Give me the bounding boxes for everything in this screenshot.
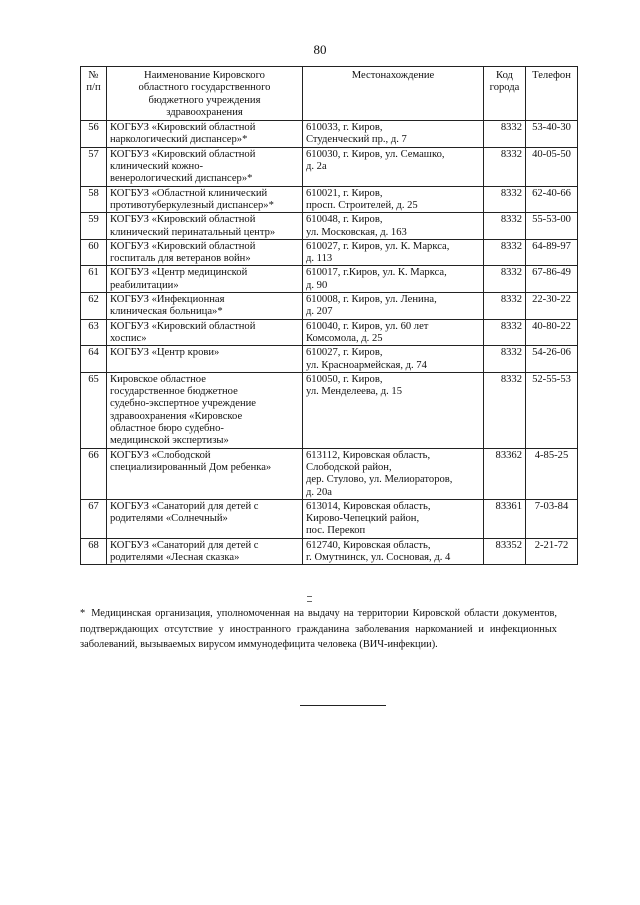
text-line: областное бюро судебно- [110, 423, 224, 435]
text-line: ул. Красноармейская, д. 74 [306, 359, 427, 371]
text-line: пос. Перекоп [306, 525, 366, 537]
table-row [81, 121, 578, 148]
institution-location [303, 293, 484, 320]
text-line: клиническая больница»* [110, 306, 223, 318]
footnote-mark: * [80, 608, 86, 619]
city-code: 8332 [484, 372, 526, 448]
city-code: 8332 [484, 266, 526, 293]
text-line: КОГБУЗ «Центр крови» [110, 347, 220, 359]
city-code: 8332 [484, 213, 526, 240]
row-number: 65 [81, 372, 107, 448]
text-line: областного государственного [138, 82, 271, 94]
text-line: КОГБУЗ «Областной клинический [110, 187, 268, 199]
row-number: 64 [81, 346, 107, 373]
text-line: дер. Стулово, ул. Мелиораторов, [306, 474, 453, 486]
phone-number: 53-40-30 [526, 121, 578, 148]
text-line: КОГБУЗ «Кировский областной [110, 240, 256, 252]
phone-number: 4-85-25 [526, 448, 578, 499]
institution-name [107, 266, 303, 293]
institutions-table [80, 66, 578, 565]
institution-name [107, 372, 303, 448]
phone-number: 40-80-22 [526, 319, 578, 346]
table-row [81, 293, 578, 320]
text-line: государственное бюджетное [110, 386, 238, 398]
table-header-row [81, 67, 578, 121]
text-line: Код [496, 70, 513, 81]
row-number: 63 [81, 319, 107, 346]
row-number: 67 [81, 499, 107, 538]
city-code: 83361 [484, 499, 526, 538]
institution-location [303, 538, 484, 565]
text-line: КОГБУЗ «Центр медицинской [110, 267, 248, 279]
text-line: 610048, г. Киров, [306, 214, 383, 226]
text-line: родителями «Лесная сказка» [110, 551, 240, 563]
text-line: Местонахождение [351, 70, 435, 81]
end-rule [300, 705, 386, 706]
institution-location [303, 372, 484, 448]
text-line: КОГБУЗ «Санаторий для детей с [110, 539, 259, 551]
text-line: клинический кожно- [110, 161, 204, 173]
city-code: 8332 [484, 346, 526, 373]
city-code: 83352 [484, 538, 526, 565]
text-line: 613112, Кировская область, [306, 449, 431, 461]
text-line: наркологический диспансер»* [110, 134, 248, 146]
row-number: 56 [81, 121, 107, 148]
text-line: КОГБУЗ «Кировский областной [110, 320, 256, 332]
text-line: 610017, г.Киров, ул. К. Маркса, [306, 267, 447, 279]
text-line: № [88, 70, 99, 81]
text-line: 610027, г. Киров, ул. К. Маркса, [306, 240, 450, 252]
table-row [81, 239, 578, 266]
text-line: венерологический диспансер»* [110, 173, 253, 185]
institution-name [107, 121, 303, 148]
text-line: реабилитации» [110, 279, 179, 291]
text-line: Кировское областное [110, 373, 206, 385]
row-number: 57 [81, 147, 107, 186]
table-row [81, 186, 578, 213]
text-line: Комсомола, д. 25 [306, 332, 383, 344]
text-line: клинический перинатальный центр» [110, 226, 276, 238]
page-number: 80 [313, 42, 327, 57]
institution-location [303, 186, 484, 213]
city-code: 8332 [484, 147, 526, 186]
text-line: Кирово-Чепецкий район, [306, 513, 420, 525]
institution-name [107, 147, 303, 186]
institution-name [107, 538, 303, 565]
text-line: 610021, г. Киров, [306, 187, 383, 199]
text-line: КОГБУЗ «Кировский областной [110, 148, 256, 160]
phone-number: 54-26-06 [526, 346, 578, 373]
table-row [81, 346, 578, 373]
text-line: здравоохранения [166, 106, 243, 118]
phone-number: 2-21-72 [526, 538, 578, 565]
institution-name [107, 293, 303, 320]
text-line: д. 90 [306, 279, 328, 291]
text-line: города [489, 82, 520, 94]
text-line: бюджетного учреждения [148, 94, 261, 106]
institution-location [303, 448, 484, 499]
institution-location [303, 319, 484, 346]
table-row [81, 213, 578, 240]
header-phone [526, 67, 578, 121]
text-line: 610030, г. Киров, ул. Семашко, [306, 148, 445, 160]
header-name [107, 67, 303, 121]
city-code: 8332 [484, 239, 526, 266]
text-line: КОГБУЗ «Инфекционная [110, 294, 225, 306]
footnote-text: Медицинская организация, уполномоченная на выдачу на территории Кировской области документов, подтверждающих отсутствие у иностранного гражданина заболевания наркоманией и инфекционных заболеваний, вызываемых вирусом иммунодефицита человека (ВИЧ-инфекции). [80, 608, 557, 650]
institution-location [303, 346, 484, 373]
city-code: 8332 [484, 293, 526, 320]
text-line: ул. Московская, д. 163 [306, 226, 407, 238]
text-line: 610027, г. Киров, [306, 347, 383, 359]
row-number: 59 [81, 213, 107, 240]
text-line: госпиталь для ветеранов войн» [110, 253, 251, 265]
institution-name [107, 346, 303, 373]
footnote [80, 606, 557, 653]
header-number [81, 67, 107, 121]
table-row [81, 266, 578, 293]
text-line: 610040, г. Киров, ул. 60 лет [306, 320, 429, 332]
phone-number: 22-30-22 [526, 293, 578, 320]
institution-location [303, 213, 484, 240]
text-line: п/п [86, 82, 101, 94]
text-line: Наименование Кировского [144, 70, 265, 81]
text-line: Телефон [532, 70, 571, 81]
phone-number: 52-55-53 [526, 372, 578, 448]
text-line: КОГБУЗ «Кировский областной [110, 214, 256, 226]
text-line: здравоохранения «Кировское [110, 410, 243, 422]
text-line: родителями «Солнечный» [110, 513, 228, 525]
institution-location [303, 121, 484, 148]
institution-name [107, 186, 303, 213]
phone-number: 7-03-84 [526, 499, 578, 538]
text-line: КОГБУЗ «Слободской [110, 449, 211, 461]
phone-number: 62-40-66 [526, 186, 578, 213]
institution-name [107, 499, 303, 538]
text-line: д. 207 [306, 306, 333, 318]
row-number: 58 [81, 186, 107, 213]
row-number: 66 [81, 448, 107, 499]
text-line: 612740, Кировская область, [306, 539, 431, 551]
text-line: д. 20а [306, 486, 332, 498]
institution-name [107, 319, 303, 346]
table-row [81, 538, 578, 565]
city-code: 8332 [484, 319, 526, 346]
institution-location [303, 499, 484, 538]
institution-name [107, 448, 303, 499]
phone-number: 40-05-50 [526, 147, 578, 186]
phone-number: 67-86-49 [526, 266, 578, 293]
text-line: 610033, г. Киров, [306, 122, 383, 134]
row-number: 61 [81, 266, 107, 293]
header-location [303, 67, 484, 121]
phone-number: 55-53-00 [526, 213, 578, 240]
text-line: 613014, Кировская область, [306, 500, 431, 512]
city-code: 8332 [484, 186, 526, 213]
city-code: 8332 [484, 121, 526, 148]
text-line: КОГБУЗ «Санаторий для детей с [110, 500, 259, 512]
scan-artifact [307, 596, 312, 602]
table-row [81, 499, 578, 538]
row-number: 68 [81, 538, 107, 565]
row-number: 62 [81, 293, 107, 320]
text-line: Студенческий пр., д. 7 [306, 134, 407, 146]
table-row [81, 147, 578, 186]
text-line: 610050, г. Киров, [306, 373, 383, 385]
table-row [81, 319, 578, 346]
text-line: хоспис» [110, 332, 147, 344]
institution-location [303, 266, 484, 293]
institution-name [107, 239, 303, 266]
city-code: 83362 [484, 448, 526, 499]
text-line: противотуберкулезный диспансер»* [110, 199, 274, 211]
table-row [81, 372, 578, 448]
text-line: 610008, г. Киров, ул. Ленина, [306, 294, 437, 306]
institution-location [303, 239, 484, 266]
text-line: Слободской район, [306, 461, 392, 473]
text-line: д. 113 [306, 253, 333, 265]
text-line: специализированный Дом ребенка» [110, 461, 272, 473]
text-line: ул. Менделеева, д. 15 [306, 386, 402, 398]
row-number: 60 [81, 239, 107, 266]
text-line: КОГБУЗ «Кировский областной [110, 122, 256, 134]
text-line: просп. Строителей, д. 25 [306, 199, 418, 211]
phone-number: 64-89-97 [526, 239, 578, 266]
text-line: медицинской экспертизы» [110, 435, 229, 447]
text-line: д. 2а [306, 161, 327, 173]
institution-name [107, 213, 303, 240]
header-city-code [484, 67, 526, 121]
table-row [81, 448, 578, 499]
text-line: судебно-экспертное учреждение [110, 398, 256, 410]
text-line: г. Омутнинск, ул. Сосновая, д. 4 [306, 551, 451, 563]
institution-location [303, 147, 484, 186]
